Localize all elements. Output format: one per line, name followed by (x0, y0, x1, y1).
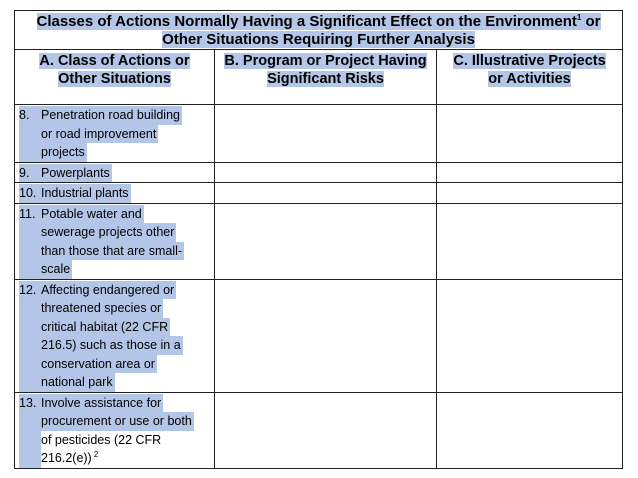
row-text-line: national park (41, 373, 115, 392)
column-header-c-line2: or Activities (488, 71, 571, 87)
column-header-c-line1: C. Illustrative Projects (453, 53, 606, 69)
row-text-line: 216.5) such as those in a (41, 336, 183, 355)
class-of-action-cell (15, 392, 215, 468)
row-number: 8. (19, 106, 41, 162)
row-text-line: scale (41, 260, 72, 279)
table-row (15, 279, 623, 392)
significant-risks-cell (215, 203, 437, 279)
row-number: 10. (19, 184, 41, 203)
row-text-line: than those that are small- (41, 242, 184, 261)
row-number: 11. (19, 205, 41, 279)
footnote-marker-1: 1 (576, 13, 582, 22)
row-text-line: projects (41, 143, 87, 162)
column-header-a-line2: Other Situations (58, 71, 171, 87)
row-text-line: Industrial plants (41, 184, 131, 203)
significant-risks-cell (215, 105, 437, 163)
row-text-line: or road improvement (41, 125, 158, 144)
row-text-line: procurement or use or both (41, 412, 194, 431)
row-text-line: Potable water and (41, 205, 144, 224)
row-text-line: threatened species or (41, 299, 163, 318)
illustrative-projects-cell (437, 203, 623, 279)
row-text-line: 216.2(e)) (41, 451, 92, 465)
column-header-b-line1: B. Program or Project Having (224, 53, 427, 69)
class-of-action-cell (15, 279, 215, 392)
table-row (15, 105, 623, 163)
significant-risks-cell (215, 162, 437, 183)
row-text-line: Powerplants (41, 164, 112, 183)
footnote-marker-2: 2 (93, 449, 99, 459)
row-text-line: of pesticides (22 CFR (41, 432, 162, 447)
row-text-line: Involve assistance for (41, 394, 163, 413)
row-number: 12. (19, 281, 41, 392)
row-number: 9. (19, 164, 41, 183)
illustrative-projects-cell (437, 183, 623, 204)
row-text-line-with-footnote (41, 449, 100, 468)
environment-actions-table (14, 10, 623, 469)
table-row (15, 203, 623, 279)
significant-risks-cell (215, 183, 437, 204)
row-text-line: Penetration road building (41, 106, 182, 125)
class-of-action-cell (15, 203, 215, 279)
class-of-action-cell (15, 105, 215, 163)
table-title-line2: Other Situations Requiring Further Analysis (162, 31, 475, 48)
illustrative-projects-cell (437, 392, 623, 468)
table-row (15, 183, 623, 204)
illustrative-projects-cell (437, 162, 623, 183)
class-of-action-cell (15, 183, 215, 204)
table-row (15, 162, 623, 183)
row-text-line: sewerage projects other (41, 223, 176, 242)
class-of-action-cell (15, 162, 215, 183)
column-header-b-line2: Significant Risks (267, 71, 384, 87)
table-title-line1-end: or (581, 13, 601, 30)
column-header-c (437, 50, 623, 105)
column-header-a-line1: A. Class of Actions or (39, 53, 190, 69)
row-text-line: Affecting endangered or (41, 281, 176, 300)
table-title-line1: Classes of Actions Normally Having a Significant Effect on the Environment (36, 13, 577, 30)
significant-risks-cell (215, 279, 437, 392)
significant-risks-cell (215, 392, 437, 468)
table-row (15, 392, 623, 468)
document-page (14, 10, 622, 469)
table-title (15, 11, 623, 50)
illustrative-projects-cell (437, 105, 623, 163)
column-header-b (215, 50, 437, 105)
row-number: 13. (19, 394, 41, 468)
column-header-a (15, 50, 215, 105)
row-text-line: conservation area or (41, 355, 157, 374)
illustrative-projects-cell (437, 279, 623, 392)
row-text-line: critical habitat (22 CFR (41, 318, 170, 337)
